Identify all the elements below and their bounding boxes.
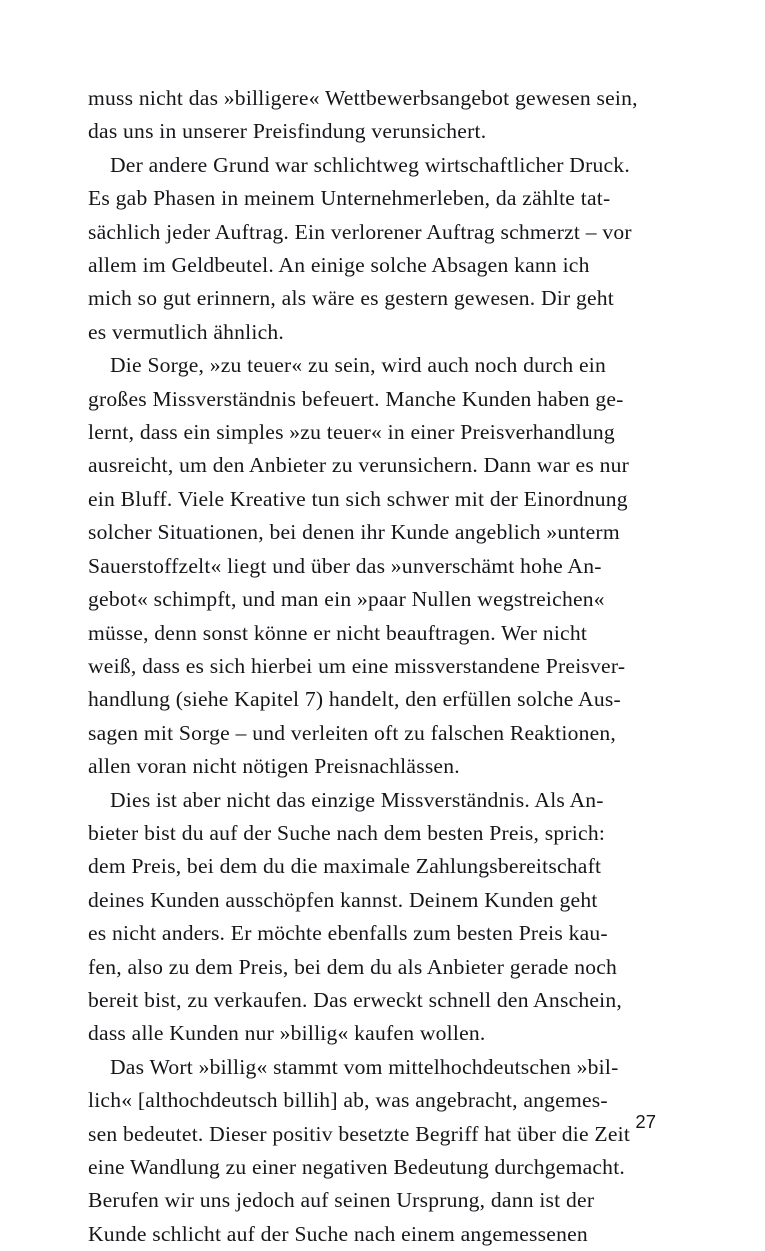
text-line: ausreicht, um den Anbieter zu verunsichern. Dann war es nur <box>88 453 630 478</box>
text-line: Es gab Phasen in meinem Unternehmerleben, da zählte tat- <box>88 186 611 211</box>
text-line: fen, also zu dem Preis, bei dem du als Anbieter gerade noch <box>88 954 618 979</box>
text-line: müsse, denn sonst könne er nicht beauftragen. Wer nicht <box>88 620 588 645</box>
text-line: Das Wort »billig« stammt vom mittelhochdeutschen »bil- <box>110 1054 619 1079</box>
text-line: Dies ist aber nicht das einzige Missverständnis. Als An- <box>110 787 604 812</box>
paragraph <box>88 349 656 783</box>
text-line: großes Missverständnis befeuert. Manche Kunden haben ge- <box>88 386 624 411</box>
text-line: dem Preis, bei dem du die maximale Zahlungsbereitschaft <box>88 854 602 879</box>
text-line: Sauerstoffzelt« liegt und über das »unverschämt hohe An- <box>88 553 602 578</box>
text-line: lernt, dass ein simples »zu teuer« in einer Preisverhandlung <box>88 420 615 445</box>
paragraph <box>88 82 656 149</box>
text-line: Der andere Grund war schlichtweg wirtschaftlicher Druck. <box>110 152 630 177</box>
paragraph <box>88 784 656 1051</box>
text-line: weiß, dass es sich hierbei um eine missverstandene Preisver- <box>88 653 626 678</box>
text-line: mich so gut erinnern, als wäre es gestern gewesen. Dir geht <box>88 286 615 311</box>
text-line: sächlich jeder Auftrag. Ein verlorener Auftrag schmerzt – vor <box>88 219 632 244</box>
text-line: sagen mit Sorge – und verleiten oft zu falschen Reaktionen, <box>88 720 617 745</box>
text-line: allem im Geldbeutel. An einige solche Absagen kann ich <box>88 253 590 278</box>
text-line: Berufen wir uns jedoch auf seinen Ursprung, dann ist der <box>88 1188 595 1213</box>
paragraph <box>88 149 656 349</box>
page-text-block <box>88 82 656 1251</box>
text-line: deines Kunden ausschöpfen kannst. Deinem Kunden geht <box>88 887 598 912</box>
text-line: handlung (siehe Kapitel 7) handelt, den erfüllen solche Aus- <box>88 687 621 712</box>
text-line: es nicht anders. Er möchte ebenfalls zum besten Preis kau- <box>88 921 608 946</box>
text-line: bieter bist du auf der Suche nach dem besten Preis, sprich: <box>88 820 606 845</box>
text-line: sen bedeutet. Dieser positiv besetzte Begriff hat über die Zeit <box>88 1121 631 1146</box>
text-line: dass alle Kunden nur »billig« kaufen wollen. <box>88 1021 486 1046</box>
paragraph <box>88 1051 656 1251</box>
text-line: gebot« schimpft, und man ein »paar Nullen wegstreichen« <box>88 587 605 612</box>
text-line: ein Bluff. Viele Kreative tun sich schwer mit der Einordnung <box>88 486 628 511</box>
text-line: lich« [althochdeutsch billih] ab, was angebracht, angemes- <box>88 1088 608 1113</box>
text-line: das uns in unserer Preisfindung verunsichert. <box>88 119 487 144</box>
text-line: es vermutlich ähnlich. <box>88 319 285 344</box>
page-number: 27 <box>635 1111 656 1132</box>
text-line: solcher Situationen, bei denen ihr Kunde angeblich »unterm <box>88 520 620 545</box>
text-line: bereit bist, zu verkaufen. Das erweckt schnell den Anschein, <box>88 987 623 1012</box>
text-line: eine Wandlung zu einer negativen Bedeutung durchgemacht. <box>88 1155 626 1179</box>
text-line: Kunde schlicht auf der Suche nach einem angemessenen <box>88 1221 588 1246</box>
text-line: Die Sorge, »zu teuer« zu sein, wird auch noch durch ein <box>110 353 606 378</box>
text-line: muss nicht das »billigere« Wettbewerbsangebot gewesen sein, <box>88 86 638 110</box>
text-line: allen voran nicht nötigen Preisnachlässen. <box>88 754 460 779</box>
